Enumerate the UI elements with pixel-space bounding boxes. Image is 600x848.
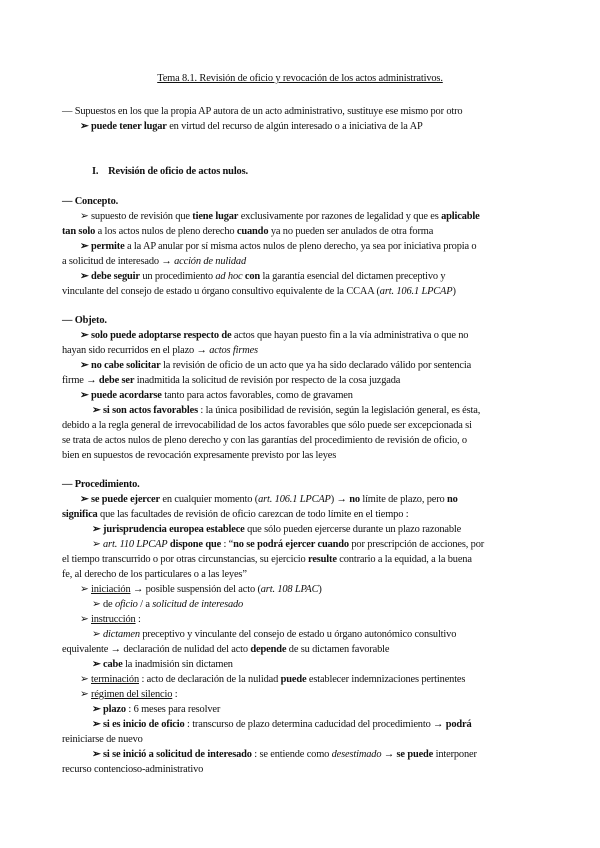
bold-text: ➢ solo puede adoptarse respecto de (80, 330, 232, 341)
bold-text: ➢ jurisprudencia europea establece (92, 524, 245, 535)
text: → posible suspensión del acto ( (130, 584, 261, 595)
bold-text: depende (250, 644, 287, 655)
text: : (135, 614, 141, 625)
concepto-bullet-1-cont (62, 225, 433, 238)
text: de su dictamen favorable (286, 644, 390, 655)
text: ➢ de (92, 599, 115, 610)
bold-text: con (242, 271, 261, 282)
text: : se entiende como (251, 749, 332, 760)
procedimiento-bullet-5 (92, 598, 243, 611)
text: en virtud del recurso de algún interesado o a iniciativa de la AP (166, 121, 423, 132)
underlined-text: iniciación (91, 584, 131, 595)
text: vinculante del consejo de estado u órgano consultivo equivalente de la CCAA ( (62, 286, 380, 297)
bold-text: significa (62, 509, 98, 520)
section-heading (92, 165, 248, 178)
text: tanto para actos favorables, como de gravamen (161, 390, 353, 401)
procedimiento-bullet-3 (92, 538, 484, 551)
italic-text: art. 106.1 LPCAP (258, 494, 331, 505)
text: ) (318, 584, 322, 595)
text: firme → (62, 375, 99, 386)
underlined-text: régimen del silencio (91, 689, 173, 700)
text: un procedimiento (139, 271, 216, 282)
text: contrario a la equidad, a la buena (336, 554, 472, 565)
text: la garantía esencial del dictamen preceptivo y (260, 271, 446, 282)
bold-text: ➢ permite (80, 241, 125, 252)
text: a la AP anular por sí misma actos nulos de pleno derecho, ya sea por iniciativa propia o (124, 241, 477, 252)
text: : acto de declaración de la nulidad (139, 674, 281, 685)
bold-text: no se podrá ejercer cuando (233, 539, 349, 550)
procedimiento-bullet-3-cont (62, 553, 472, 566)
text: el tiempo transcurrido o por otras circunstancias, su ejercicio (62, 554, 309, 565)
bold-text: ➢ puede tener lugar (80, 121, 167, 132)
objeto-bullet-4-cont: se trata de actos nulos de pleno derecho y con las garantías del procedimiento de revisión de oficio, o (62, 435, 467, 446)
bold-text: ➢ si se inició a solicitud de interesado (92, 749, 252, 760)
bold-text: ➢ si son actos favorables (92, 405, 198, 416)
text: ya no pueden ser anulados de otra forma (268, 226, 434, 237)
procedimiento-bullet-13-cont: recurso contencioso-administrativo (62, 764, 204, 775)
text: : la única posibilidad de revisión, según la legislación general, es ésta, (197, 405, 481, 416)
bold-text: ➢ si es inicio de oficio (92, 719, 185, 730)
italic-text: actos firmes (209, 345, 258, 356)
text: que sólo pueden ejercerse durante un plazo razonable (244, 524, 462, 535)
procedimiento-bullet-8 (92, 658, 233, 671)
intro-line: — Supuestos en los que la propia AP autora de un acto administrativo, sustituye ese mismo por otro (62, 106, 463, 117)
bold-text: podrá (445, 719, 472, 730)
bold-text: resulte (308, 554, 337, 565)
text: ➢ (80, 614, 92, 625)
procedimiento-bullet-1-cont (62, 508, 408, 521)
text: : (172, 689, 178, 700)
procedimiento-bullet-2 (92, 523, 461, 536)
text: ➢ (80, 689, 92, 700)
objeto-bullet-2-cont (62, 374, 400, 387)
text: límite de plazo, pero (359, 494, 448, 505)
objeto-bullet-3 (80, 389, 353, 402)
procedimiento-bullet-13 (92, 748, 477, 761)
text: exclusivamente por razones de legalidad y que es (238, 211, 442, 222)
text: / a (137, 599, 153, 610)
text: ➢ (92, 539, 104, 550)
italic-text: art. 108 LPAC (260, 584, 319, 595)
text: establecer indemnizaciones pertinentes (306, 674, 466, 685)
procedimiento-bullet-9 (80, 673, 465, 686)
text: preceptivo y vinculante del consejo de estado u órgano autonómico consultivo (139, 629, 457, 640)
concepto-bullet-2 (80, 240, 476, 253)
text: que las facultades de revisión de oficio carezcan de todo límite en el tiempo : (97, 509, 409, 520)
concepto-bullet-1 (80, 210, 480, 223)
text: : transcurso de plazo determina caducidad del procedimiento → (184, 719, 446, 730)
bold-text: dispone que (167, 539, 222, 550)
italic-text: art. 106.1 LPCAP (379, 286, 453, 297)
bold-text: ➢ cabe (92, 659, 123, 670)
procedimiento-bullet-4 (80, 583, 322, 596)
objeto-bullet-4-cont: bien en supuestos de revocación expresamente previsto por las leyes (62, 450, 337, 461)
bold-text: puede (280, 674, 307, 685)
text: en cualquier momento ( (159, 494, 259, 505)
text: hayan sido recurridos en el plazo → (62, 345, 210, 356)
bold-text: debe ser (98, 375, 135, 386)
underlined-text: terminación (91, 674, 139, 685)
text: ) (452, 286, 456, 297)
section-number: I. (92, 166, 99, 177)
text: → (381, 749, 397, 760)
objeto-bullet-2 (80, 359, 471, 372)
text: ) → (330, 494, 350, 505)
text: ➢ supuesto de revisión que (80, 211, 193, 222)
procedimiento-bullet-3-cont: fe, al derecho de los particulares o a las leyes” (62, 569, 247, 580)
text: ➢ (80, 584, 92, 595)
bold-text: tan solo (62, 226, 96, 237)
underlined-text: instrucción (91, 614, 136, 625)
text: a solicitud de interesado → (62, 256, 175, 267)
italic-text: oficio (114, 599, 138, 610)
text: : 6 meses para resolver (125, 704, 221, 715)
text: la inadmisión sin dictamen (122, 659, 233, 670)
procedimiento-heading: — Procedimiento. (62, 479, 140, 490)
text: la revisión de oficio de un acto que ya ha sido declarado válido por sentencia (160, 360, 472, 371)
bold-text: ➢ debe seguir (80, 271, 140, 282)
italic-text: dictamen (103, 629, 140, 640)
bold-text: tiene lugar (192, 211, 239, 222)
text: ➢ (92, 629, 104, 640)
bold-text: ➢ se puede ejercer (80, 494, 160, 505)
bold-text: ➢ puede acordarse (80, 390, 162, 401)
bold-text: no (349, 494, 360, 505)
text: por prescripción de acciones, por (348, 539, 485, 550)
procedimiento-bullet-12 (92, 718, 472, 731)
concepto-bullet-3 (80, 270, 445, 283)
section-title: Revisión de oficio de actos nulos. (108, 166, 248, 177)
procedimiento-bullet-6 (80, 613, 141, 626)
procedimiento-bullet-10 (80, 688, 177, 701)
procedimiento-bullet-11 (92, 703, 220, 716)
concepto-bullet-2-cont (62, 255, 246, 268)
concepto-heading: — Concepto. (62, 196, 119, 207)
text: equivalente → declaración de nulidad del acto (62, 644, 251, 655)
bold-text: se puede (396, 749, 434, 760)
procedimiento-bullet-12-cont: reiniciarse de nuevo (62, 734, 143, 745)
document-title: Tema 8.1. Revisión de oficio y revocación de los actos administrativos. (157, 73, 443, 84)
procedimiento-bullet-1 (80, 493, 458, 506)
italic-text: desestimado (331, 749, 382, 760)
bold-text: cuando (236, 226, 269, 237)
bold-text: ➢ plazo (92, 704, 126, 715)
concepto-bullet-3-cont (62, 285, 456, 298)
objeto-bullet-4-cont: debido a la regla general de irrevocabilidad de los actos favorables que sólo puede ser excepcionada si (62, 420, 472, 431)
text: ➢ (80, 674, 92, 685)
bold-text: ➢ no cabe solicitar (80, 360, 161, 371)
text: actos que hayan puesto fin a la vía administrativa o que no (231, 330, 469, 341)
bold-text: aplicable (441, 211, 480, 222)
bold-text: no (447, 494, 458, 505)
italic-text: acción de nulidad (174, 256, 246, 267)
intro-bullet (80, 120, 423, 133)
text: a los actos nulos de pleno derecho (95, 226, 237, 237)
objeto-bullet-1-cont (62, 344, 258, 357)
italic-text: ad hoc (215, 271, 243, 282)
text: inadmitida la solicitud de revisión por respecto de la cosa juzgada (134, 375, 401, 386)
text: : “ (221, 539, 234, 550)
procedimiento-bullet-7-cont (62, 643, 389, 656)
objeto-bullet-1 (80, 329, 468, 342)
objeto-bullet-4 (92, 404, 480, 417)
objeto-heading: — Objeto. (62, 315, 107, 326)
procedimiento-bullet-7 (92, 628, 456, 641)
text: interponer (433, 749, 477, 760)
italic-text: art. 110 LPCAP (103, 539, 168, 550)
italic-text: solicitud de interesado (152, 599, 244, 610)
